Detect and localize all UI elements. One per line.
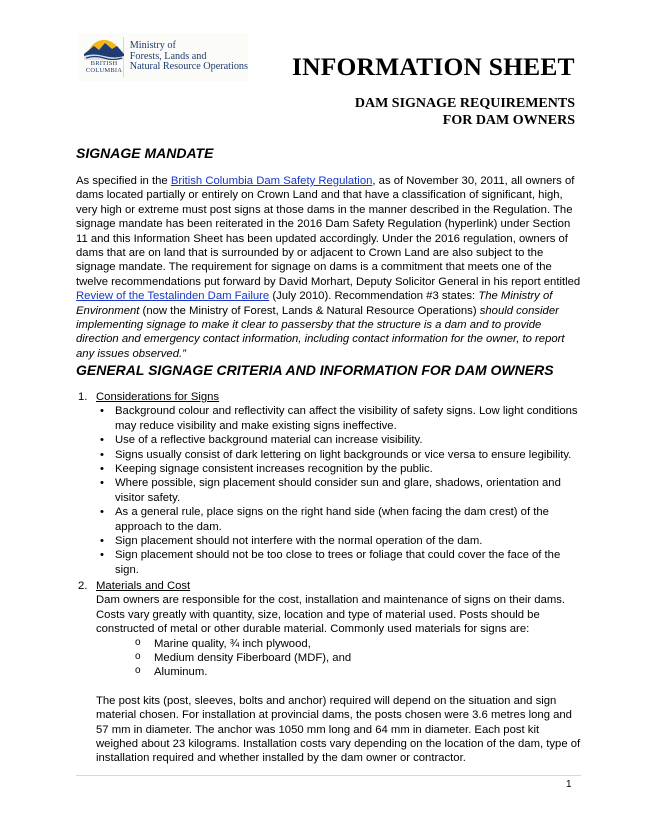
heading-general-criteria: GENERAL SIGNAGE CRITERIA AND INFORMATION FOR DAM OWNERS xyxy=(76,362,554,378)
list-item: • Background colour and reflectivity can affect the visibility of safety signs. Low light conditions may reduce visibility and make existing signs ineffective. xyxy=(100,404,583,433)
text: (now the Ministry of Forest, Lands & Natural Resource Operations) xyxy=(139,304,480,317)
list-item: o Medium density Fiberboard (MDF), and xyxy=(135,651,583,665)
list-item: • Sign placement should not interfere with the normal operation of the dam. xyxy=(100,534,583,548)
text: (July 2010). Recommendation #3 states: xyxy=(269,290,479,303)
document-subtitle xyxy=(355,95,575,129)
province-line-1: BRITISH xyxy=(90,60,118,67)
item-title: Materials and Cost xyxy=(96,580,191,592)
ministry-line-2: Forests, Lands and xyxy=(129,50,207,62)
ministry-logo xyxy=(78,33,248,81)
list-item: • As a general rule, place signs on the right hand side (when facing the dam crest) of the approach to the dam. xyxy=(100,505,583,534)
considerations-list xyxy=(78,404,583,577)
item-number: 2. xyxy=(78,580,88,592)
italic-quote: should consider implementing signage to make it clear to passersby that the structure is a dam and to provide direction and emergency contact information, including contact information for the owner, to report any issues observed.” xyxy=(76,304,565,360)
materials-paragraph: Dam owners are responsible for the cost, installation and maintenance of signs on their dams. Costs vary greatly with quantity, size, location and type of material used. Posts should be constructed of metal or other durable material. Commonly used materials for signs are: xyxy=(96,594,566,636)
text: As specified in the xyxy=(76,175,171,187)
bc-sun-mountain-icon xyxy=(82,34,126,60)
document-title: INFORMATION SHEET xyxy=(292,52,575,81)
item-title: Considerations for Signs xyxy=(96,391,220,403)
list-item: • Use of a reflective background material can increase visibility. xyxy=(100,433,583,447)
link-testalinden-report[interactable]: Review of the Testalinden Dam Failure xyxy=(76,290,270,303)
post-kits-paragraph: The post kits (post, sleeves, bolts and anchor) required will depend on the situation and sign material chosen. For installation at provincial dams, the posts chosen were 3.6 metres long and 57 mm in diameter. The anchor was 1050 mm long and 64 mm in diameter. Each post kit weighed about 23 kilograms. Installation costs vary depending on the location of the dam, type of installation required and whether installed by the dam owner or contractor. xyxy=(96,694,581,765)
list-item: • Sign placement should not be too close to trees or foliage that could cover the face of the sign. xyxy=(100,548,583,577)
text: , as of November 30, 2011, all owners of dams located partially or entirely on Crown Land and that have a classification of significant, high, very high or extreme must post signs at those dams in the manner described in the Regulation. The signage mandate has been reiterated in the 2016 Dam Safety Regulation (hyperlink) under Section 11 and this Information Sheet has been updated accordingly. Under the 2016 regulation, owners of dams that are on land that is surrounded by or adjacent to Crown Land are also subject to the signage mandate. The requirement for signage on dams is a commitment that meets one of the twelve recommendations put forward by David Morhart, Deputy Solicitor General in his report entitled xyxy=(76,175,581,288)
ministry-line-3: Natural Resource Operations xyxy=(129,61,248,73)
list-item: • Where possible, sign placement should consider sun and glare, shadows, orientation and visitor safety. xyxy=(100,476,583,505)
bc-emblem xyxy=(78,34,123,80)
heading-signage-mandate: SIGNAGE MANDATE xyxy=(76,145,214,161)
subtitle-line-1: DAM SIGNAGE REQUIREMENTS xyxy=(354,96,575,111)
item-number: 1. xyxy=(78,391,88,403)
page-number: 1 xyxy=(566,779,572,790)
item-materials-cost xyxy=(78,579,583,766)
item-considerations xyxy=(78,390,583,577)
italic-text: The Ministry of Environment xyxy=(76,290,553,317)
list-item: o Aluminum. xyxy=(135,665,583,679)
list-item: • Signs usually consist of dark lettering on light backgrounds or vice versa to ensure legibility. xyxy=(100,448,583,462)
footer-divider xyxy=(76,775,581,776)
materials-list xyxy=(78,637,583,680)
subtitle-line-2: FOR DAM OWNERS xyxy=(442,113,575,128)
ministry-line-1: Ministry of xyxy=(129,40,176,52)
mandate-paragraph xyxy=(76,174,581,361)
ministry-name xyxy=(130,41,248,73)
province-line-2: COLUMBIA xyxy=(85,67,123,74)
list-item: • Keeping signage consistent increases recognition by the public. xyxy=(100,462,583,476)
list-item: o Marine quality, ¾ inch plywood, xyxy=(135,637,583,651)
link-dam-safety-regulation[interactable]: British Columbia Dam Safety Regulation xyxy=(170,175,373,187)
